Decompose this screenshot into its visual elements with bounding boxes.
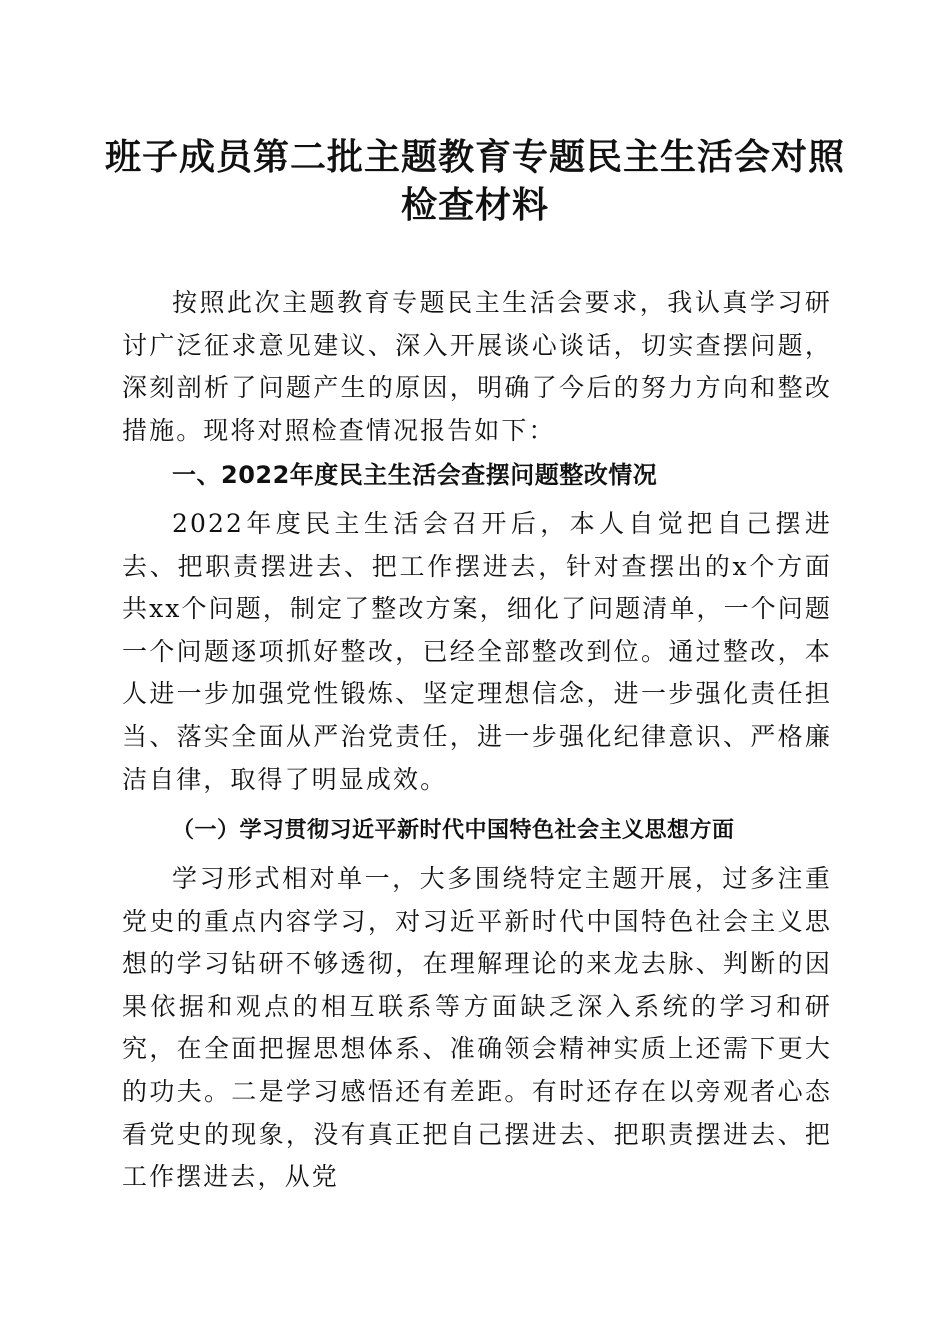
- subsection-heading-theory-study: （一）学习贯彻习近平新时代中国特色社会主义思想方面: [172, 817, 735, 843]
- document-title-line-2: 检查材料: [400, 184, 549, 226]
- subsection-paragraph-theory-study: 学习形式相对单一，大多围绕特定主题开展，过多注重党史的重点内容学习，对习近平新时代中国特色社会主义思想的学习钻研不够透彻，在理解理论的来龙去脉、判断的因果依据和观点的相互联系等方面缺乏深入系统的学习和研究，在全面把握思想体系、准确领会精神实质上还需下更大的功夫。二是学习感悟还有差距。有时还存在以旁观者心态看党史的现象，没有真正把自己摆进去、把职责摆进去、把工作摆进去，从党: [122, 864, 832, 1192]
- intro-paragraph: 按照此次主题教育专题民主生活会要求，我认真学习研讨广泛征求意见建议、深入开展谈心谈话，切实查摆问题，深刻剖析了问题产生的原因，明确了今后的努力方向和整改措施。现将对照检查情况报告如下：: [122, 288, 832, 445]
- section-heading-2022-rectification: 一、2022年度民主生活会查摆问题整改情况: [172, 461, 658, 489]
- document-title-line-1: 班子成员第二批主题教育专题民主生活会对照: [104, 136, 845, 178]
- section-paragraph-2022-rectification: 2022年度民主生活会召开后，本人自觉把自己摆进去、把职责摆进去、把工作摆进去，针对查摆出的x个方面共xx个问题，制定了整改方案，细化了问题清单，一个问题一个问题逐项抓好整改，已经全部整改到位。通过整改，本人进一步加强党性锻炼、坚定理想信念，进一步强化责任担当、落实全面从严治党责任，进一步强化纪律意识、严格廉洁自律，取得了明显成效。: [122, 509, 832, 794]
